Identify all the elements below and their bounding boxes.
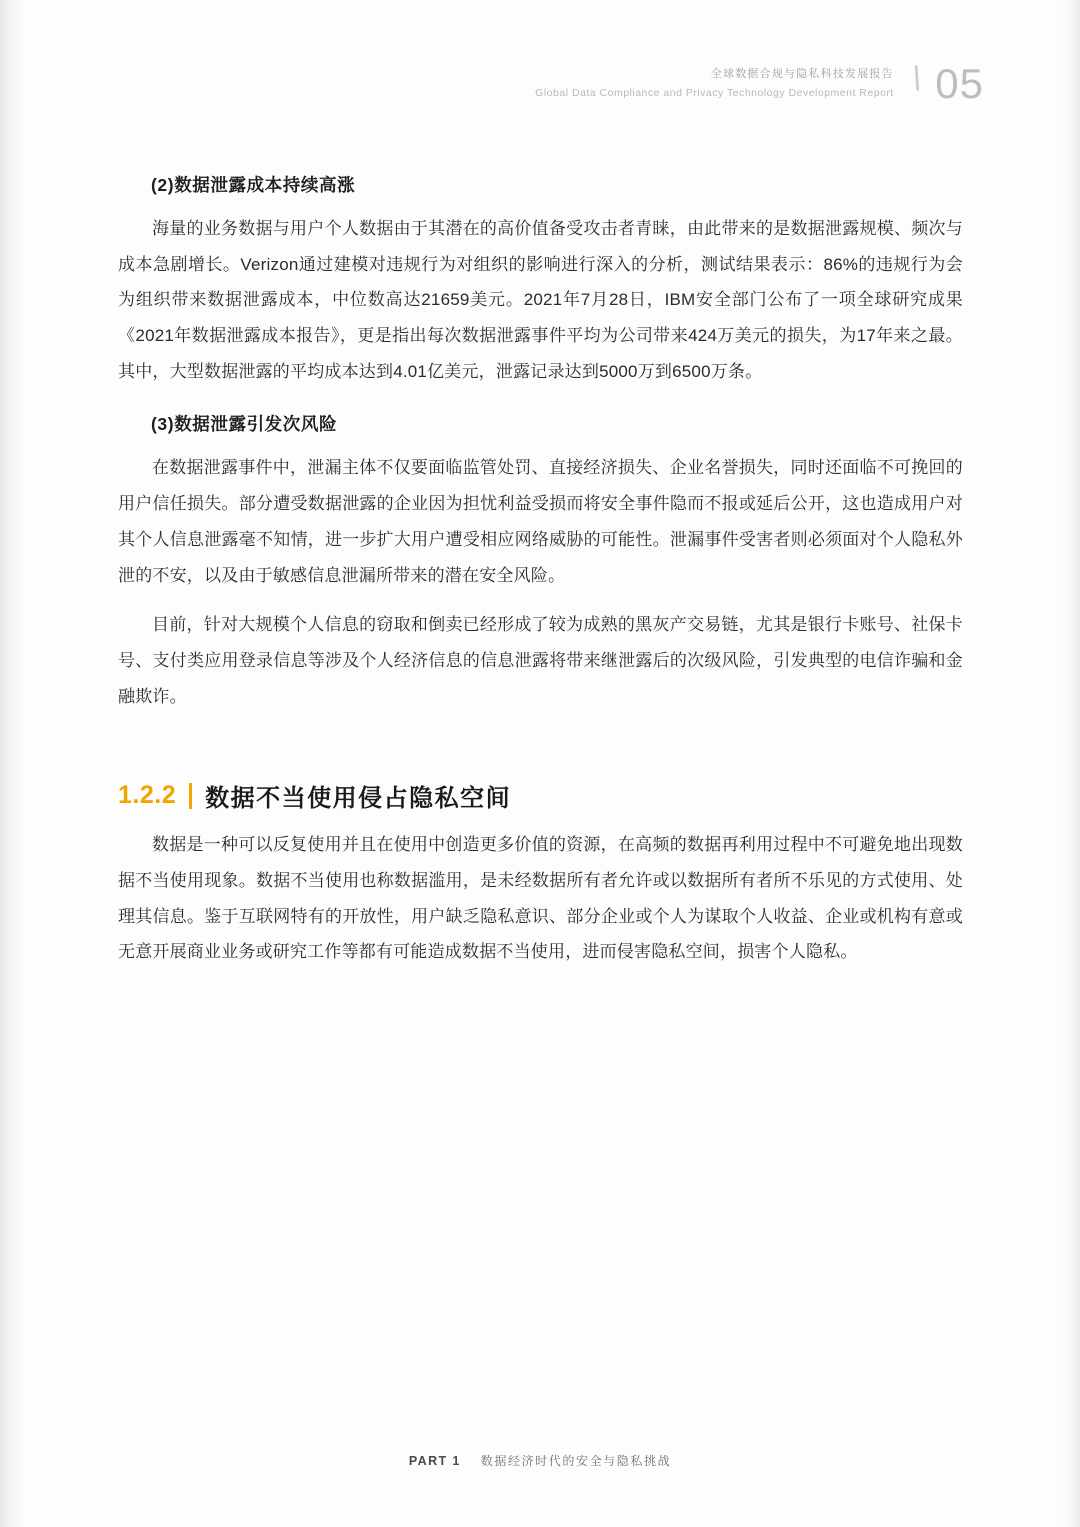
subheading-data-breach-cost: (2)数据泄露成本持续高涨 — [151, 175, 356, 195]
header-title-en: Global Data Compliance and Privacy Technology Development Report — [535, 86, 894, 99]
paragraph-data-misuse: 数据是一种可以反复使用并且在使用中创造更多价值的资源，在高频的数据再利用过程中不可避免地出现数据不当使用现象。数据不当使用也称数据滥用，是未经数据所有者允许或以数据所有者所不乐见的方式使用、处理其信息。鉴于互联网特有的开放性，用户缺乏隐私意识、部分企业或个人为谋取个人收益、企业或机构有意或无意开展商业业务或研究工作等都有可能造成数据不当使用，进而侵害隐私空间，损害个人隐私。 — [118, 835, 963, 962]
page-header — [535, 62, 984, 106]
footer-part-label: PART 1 — [408, 1453, 461, 1468]
page-footer — [0, 1452, 1080, 1469]
section-rule-divider — [189, 783, 192, 809]
subheading-secondary-risk: (3)数据泄露引发次风险 — [151, 414, 338, 435]
header-title-cn: 全球数据合规与隐私科技发展报告 — [710, 68, 894, 81]
paragraph-breach-cost: 海量的业务数据与用户个人数据由于其潜在的高价值备受攻击者青睐，由此带来的是数据泄露规模、频次与成本急剧增长。Verizon通过建模对违规行为对组织的影响进行深入的分析，测试结果表示：86%的违规行为会为组织带来数据泄露成本，中位数高达21659美元。2021年7月28日，IBM安全部门公布了一项全球研究成果《2021年数据泄露成本报告》，更是指出每次数据泄露事件平均为公司带来424万美元的损失，为17年来之最。其中，大型数据泄露的平均成本达到4.01亿美元，泄露记录达到5000万到6500万条。 — [118, 219, 963, 381]
section-title: 数据不当使用侵占隐私空间 — [205, 785, 512, 813]
paragraph-secondary-risk: 在数据泄露事件中，泄漏主体不仅要面临监管处罚、直接经济损失、企业名誉损失，同时还面临不可挽回的用户信任损失。部分遭受数据泄露的企业因为担忧利益受损而将安全事件隐而不报或延后公开，这也造成用户对其个人信息泄露毫不知情，进一步扩大用户遭受相应网络威胁的可能性。泄漏事件受害者则必须面对个人隐私外泄的不安，以及由于敏感信息泄漏所带来的潜在安全风险。 — [118, 458, 963, 585]
paragraph-black-market: 目前，针对大规模个人信息的窃取和倒卖已经形成了较为成熟的黑灰产交易链，尤其是银行卡账号、社保卡号、支付类应用登录信息等涉及个人经济信息的信息泄露将带来继泄露后的次级风险，引发典型的电信诈骗和金融欺诈。 — [118, 615, 963, 706]
section-heading — [118, 778, 963, 813]
header-titles — [535, 66, 894, 101]
footer-part-title: 数据经济时代的安全与隐私挑战 — [480, 1454, 672, 1468]
page-content — [118, 150, 963, 970]
page-number: 05 — [935, 60, 984, 107]
section-number: 1.2.2 — [118, 781, 177, 810]
header-slash-divider: \ — [907, 60, 926, 98]
